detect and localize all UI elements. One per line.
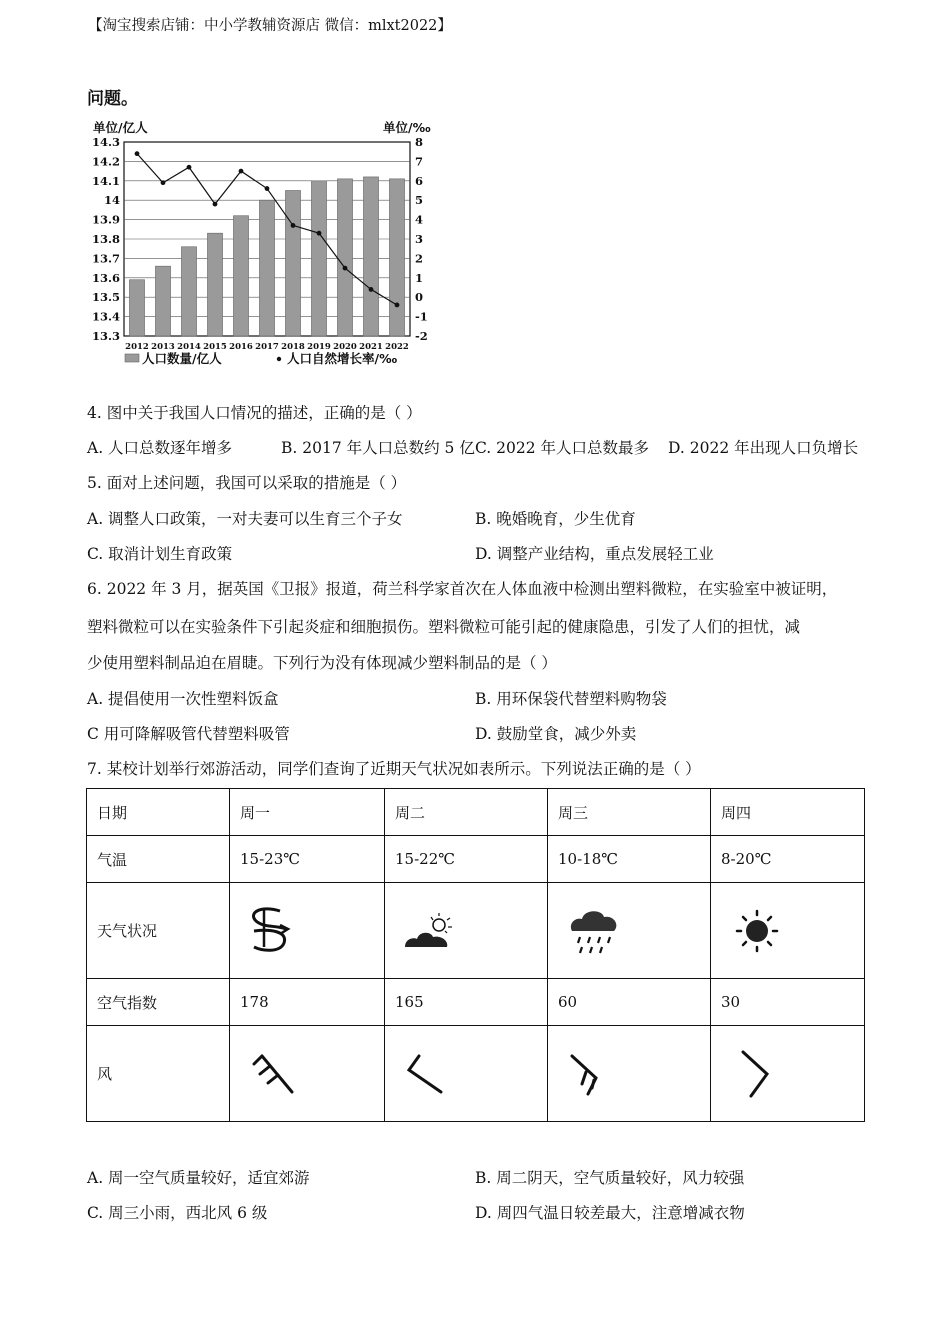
table-row [87,1026,865,1122]
partly-cloudy-icon [395,901,467,961]
aqi-thu: 30 [711,979,865,1026]
x-tick-label: 2017 [255,342,279,352]
light-rain-icon [558,901,630,961]
right-tick-label: 0 [415,290,424,305]
x-tick-label: 2016 [229,342,253,352]
weather-wed [548,883,711,979]
left-tick-label: 13.6 [91,270,120,285]
growth-point-2019 [317,231,322,236]
x-tick-label: 2019 [307,342,331,352]
right-tick-label: 1 [415,270,424,285]
left-tick-label: 14.2 [91,154,120,169]
wind-barb-icon [721,1044,791,1104]
x-tick-label: 2015 [203,342,227,352]
wind-thu [711,1026,865,1122]
aqi-mon: 178 [230,979,385,1026]
q6-option-b[interactable]: B. 用环保袋代替塑料购物袋 [475,690,667,708]
q7-stem: 7. 某校计划举行郊游活动，同学们查询了近期天气状况如表所示。下列说法正确的是（ ） [87,760,701,778]
left-tick-label: 14.3 [91,135,120,149]
q4-option-b[interactable]: B. 2017 年人口总数约 5 亿 [281,439,475,457]
left-tick-label: 13.8 [91,232,120,246]
wind-barb-icon [395,1044,465,1104]
day-tue: 周二 [385,789,548,836]
x-tick-label: 2014 [177,342,201,352]
x-tick-label: 2022 [385,342,409,352]
aqi-tue: 165 [385,979,548,1026]
table-row [87,883,865,979]
x-tick-label: 2018 [281,342,305,352]
growth-point-2020 [343,266,348,271]
q6-option-c[interactable]: C 用可降解吸管代替塑料吸管 [87,725,290,743]
bar-2016 [233,216,248,336]
x-tick-label: 2013 [151,342,175,352]
q6-stem-line3: 少使用塑料制品迫在眉睫。下列行为没有体现减少塑料制品的是（ ） [87,654,557,672]
weather-thu [711,883,865,979]
left-tick-label: 13.4 [91,309,120,324]
table-row [87,789,865,836]
right-tick-label: 2 [415,251,424,266]
q6-option-d[interactable]: D. 鼓励堂食，减少外卖 [475,725,637,743]
q5-stem: 5. 面对上述问题，我国可以采取的措施是（ ） [87,474,407,492]
q5-option-b[interactable]: B. 晚婚晚育，少生优育 [475,510,636,528]
right-tick-label: 7 [415,154,424,169]
row-label-date: 日期 [87,789,230,836]
bar-2019 [311,181,326,336]
growth-point-2016 [239,169,244,174]
right-tick-label: -1 [415,309,428,324]
right-tick-label: 5 [415,193,424,208]
bar-2012 [129,280,144,336]
bar-2014 [181,247,196,336]
q7-option-c[interactable]: C. 周三小雨，西北风 6 级 [87,1204,268,1222]
day-thu: 周四 [711,789,865,836]
sunny-icon [721,899,793,963]
wind-tue [385,1026,548,1122]
day-wed: 周三 [548,789,711,836]
aqi-wed: 60 [548,979,711,1026]
bar-2018 [285,191,300,337]
temp-tue: 15-22℃ [385,836,548,883]
x-tick-label: 2020 [333,342,357,352]
growth-point-2017 [265,186,270,191]
right-tick-label: 4 [415,212,424,227]
row-label-temp: 气温 [87,836,230,883]
right-tick-label: 6 [415,173,424,188]
table-row [87,979,865,1026]
wind-mon [230,1026,385,1122]
weather-mon [230,883,385,979]
q5-option-d[interactable]: D. 调整产业结构，重点发展轻工业 [475,545,714,563]
q4-stem: 4. 图中关于我国人口情况的描述，正确的是（ ） [87,404,422,422]
bar-2021 [363,177,378,336]
intro-text: 问题。 [87,89,138,109]
table-row [87,836,865,883]
population-chart [87,118,437,370]
growth-point-2015 [213,202,218,207]
bar-2017 [259,200,274,336]
row-label-weather: 天气状况 [87,883,230,979]
page-header: 【淘宝搜索店铺：中小学教辅资源店 微信：mlxt2022】 [88,18,452,34]
growth-point-2012 [135,151,140,156]
q4-option-a[interactable]: A. 人口总数逐年增多 [87,439,233,457]
wind-wed [548,1026,711,1122]
q6-stem-line2: 塑料微粒可以在实验条件下引起炎症和细胞损伤。塑料微粒可能引起的健康隐患，引发了人们的担忧，减 [87,618,801,636]
x-tick-label: 2012 [125,342,149,352]
left-tick-label: 14.1 [91,173,120,188]
bar-2020 [337,179,352,336]
q7-option-d[interactable]: D. 周四气温日较差最大，注意增减衣物 [475,1204,745,1222]
bar-2015 [207,233,222,336]
legend-line-swatch [277,357,281,361]
weather-table [86,788,865,1122]
growth-point-2014 [187,165,192,170]
bar-2022 [389,179,404,336]
right-tick-label: 8 [415,135,424,149]
day-mon: 周一 [230,789,385,836]
growth-point-2022 [395,303,400,308]
legend-bar-swatch [125,354,139,362]
sandstorm-icon [240,901,300,961]
row-label-aqi: 空气指数 [87,979,230,1026]
growth-point-2013 [161,180,166,185]
right-tick-label: 3 [415,232,424,246]
q4-option-c[interactable]: C. 2022 年人口总数最多 [475,439,650,457]
wind-barb-icon [240,1044,310,1104]
legend-bar-label: 人口数量/亿人 [142,351,222,366]
left-unit-label: 单位/亿人 [93,120,148,135]
x-tick-label: 2021 [359,342,383,352]
wind-barb-icon [558,1044,628,1104]
q7-option-a[interactable]: A. 周一空气质量较好，适宜郊游 [87,1169,310,1187]
temp-thu: 8-20℃ [711,836,865,883]
right-unit-label: 单位/‰ [383,120,431,135]
left-tick-label: 13.3 [91,329,120,343]
row-label-wind: 风 [87,1026,230,1122]
growth-point-2018 [291,223,296,228]
q6-option-a[interactable]: A. 提倡使用一次性塑料饭盒 [87,690,279,708]
q4-option-d[interactable]: D. 2022 年出现人口负增长 [668,439,859,457]
left-tick-label: 13.5 [91,290,120,305]
left-tick-label: 13.7 [91,251,120,266]
q5-option-a[interactable]: A. 调整人口政策，一对夫妻可以生育三个子女 [87,510,403,528]
q6-stem-line1: 6. 2022 年 3 月，据英国《卫报》报道，荷兰科学家首次在人体血液中检测出塑料微粒，在实验室中被证明， [87,580,838,598]
weather-tue [385,883,548,979]
q7-option-b[interactable]: B. 周二阴天，空气质量较好，风力较强 [475,1169,745,1187]
legend-line-label: 人口自然增长率/‰ [287,351,398,366]
right-tick-label: -2 [415,329,428,343]
left-tick-label: 13.9 [91,212,120,227]
temp-mon: 15-23℃ [230,836,385,883]
temp-wed: 10-18℃ [548,836,711,883]
q5-option-c[interactable]: C. 取消计划生育政策 [87,545,233,563]
growth-point-2021 [369,287,374,292]
bar-2013 [155,266,170,336]
left-tick-label: 14 [103,193,120,208]
